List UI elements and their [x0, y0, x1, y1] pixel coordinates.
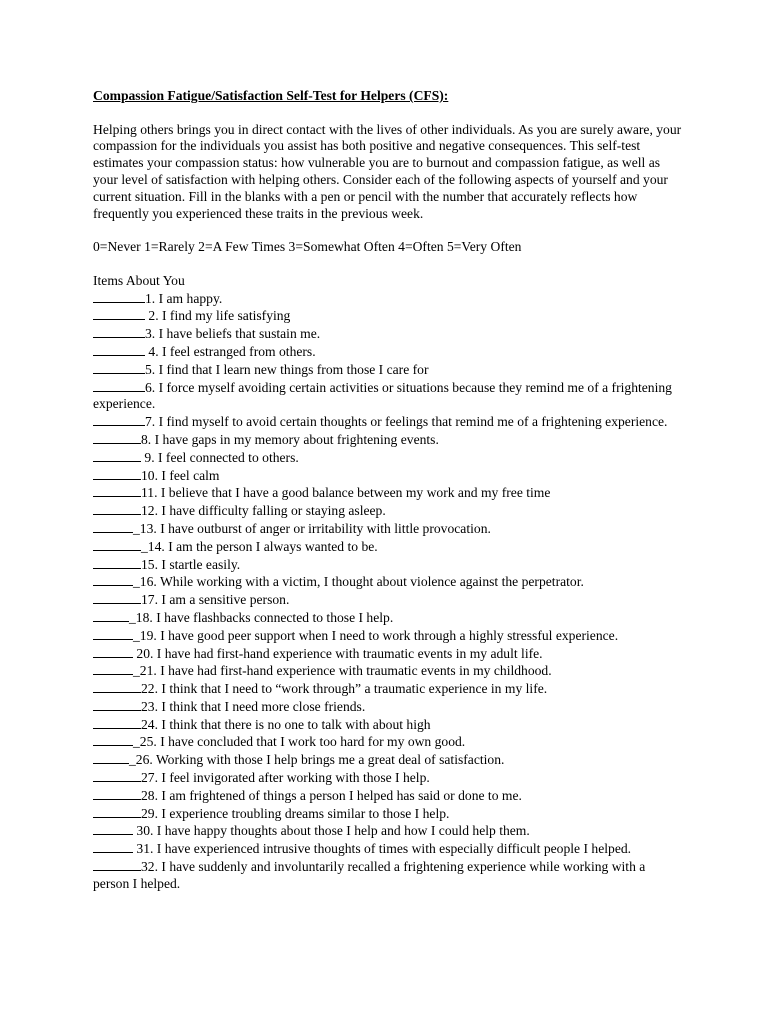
- question-item: [93, 716, 683, 734]
- document-body: [93, 88, 683, 893]
- question-item: [93, 609, 683, 627]
- question-item: [93, 805, 683, 823]
- question-text: 5. I find that I learn new things from those I care for: [145, 361, 429, 377]
- answer-blank[interactable]: [93, 467, 141, 480]
- answer-blank[interactable]: [93, 343, 145, 356]
- question-item: [93, 787, 683, 805]
- question-text: 31. I have experienced intrusive thoughts of times with especially difficult people I helped.: [133, 841, 632, 857]
- question-item: [93, 467, 683, 485]
- question-text: 22. I think that I need to “work through” a traumatic experience in my life.: [141, 681, 548, 697]
- question-text: _18. I have flashbacks connected to those I help.: [129, 609, 394, 625]
- question-text: _19. I have good peer support when I need to work through a highly stressful experience.: [133, 627, 619, 643]
- question-text: 7. I find myself to avoid certain thoughts or feelings that remind me of a frightening experience.: [145, 414, 668, 430]
- question-item: [93, 484, 683, 502]
- answer-blank[interactable]: [93, 805, 141, 818]
- answer-blank[interactable]: [93, 502, 141, 515]
- question-item: [93, 662, 683, 680]
- question-item: [93, 822, 683, 840]
- items-list: [93, 290, 683, 893]
- answer-blank[interactable]: [93, 379, 145, 392]
- answer-blank[interactable]: [93, 627, 133, 640]
- question-text: 30. I have happy thoughts about those I help and how I could help them.: [133, 823, 530, 839]
- intro-paragraph: Helping others brings you in direct contact with the lives of other individuals. As you are surely aware, your compassion for the individuals you assist has both positive and negative consequences. This self-test estimates your compassion status: how vulnerable you are to burnout and compassion fatigue, as well as your level of satisfaction with helping others. Consider each of the following aspects of yourself and your current situation. Fill in the blanks with a pen or pencil with the number that accurately reflects how frequently you experienced these traits in the previous week.: [93, 121, 682, 221]
- answer-blank[interactable]: [93, 573, 133, 586]
- question-item: [93, 698, 683, 716]
- question-item: [93, 858, 683, 893]
- question-text: 9. I feel connected to others.: [141, 449, 299, 465]
- question-text: 1. I am happy.: [145, 290, 223, 306]
- answer-blank[interactable]: [93, 716, 141, 729]
- answer-blank[interactable]: [93, 645, 133, 658]
- question-item: [93, 556, 683, 574]
- question-text: 17. I am a sensitive person.: [141, 592, 290, 608]
- question-text: 24. I think that there is no one to talk with about high: [141, 716, 431, 732]
- question-item: [93, 431, 683, 449]
- question-item: [93, 680, 683, 698]
- answer-blank[interactable]: [93, 751, 129, 764]
- answer-blank[interactable]: [93, 662, 133, 675]
- question-text: 32. I have suddenly and involuntarily recalled a frightening experience while working with a person I helped.: [93, 859, 646, 891]
- question-text: 28. I am frightened of things a person I helped has said or done to me.: [141, 787, 522, 803]
- question-text: 20. I have had first-hand experience with traumatic events in my adult life.: [133, 645, 543, 661]
- answer-blank[interactable]: [93, 787, 141, 800]
- question-text: 12. I have difficulty falling or staying asleep.: [141, 503, 386, 519]
- question-item: [93, 733, 683, 751]
- question-text: 11. I believe that I have a good balance between my work and my free time: [141, 485, 551, 501]
- answer-blank[interactable]: [93, 307, 145, 320]
- answer-blank[interactable]: [93, 556, 141, 569]
- question-text: _16. While working with a victim, I thought about violence against the perpetrator.: [133, 574, 584, 590]
- question-item: [93, 573, 683, 591]
- answer-blank[interactable]: [93, 858, 141, 871]
- answer-blank[interactable]: [93, 591, 141, 604]
- question-text: _26. Working with those I help brings me a great deal of satisfaction.: [129, 752, 505, 768]
- question-text: 27. I feel invigorated after working with those I help.: [141, 770, 430, 786]
- question-item: [93, 840, 683, 858]
- answer-blank[interactable]: [93, 538, 141, 551]
- question-text: 2. I find my life satisfying: [145, 308, 291, 324]
- question-item: [93, 343, 683, 361]
- question-text: _21. I have had first-hand experience with traumatic events in my childhood.: [133, 663, 552, 679]
- answer-blank[interactable]: [93, 413, 145, 426]
- question-item: [93, 520, 683, 538]
- answer-blank[interactable]: [93, 449, 141, 462]
- question-text: 23. I think that I need more close friends.: [141, 698, 366, 714]
- question-item: [93, 538, 683, 556]
- question-item: [93, 751, 683, 769]
- answer-blank[interactable]: [93, 840, 133, 853]
- answer-blank[interactable]: [93, 484, 141, 497]
- question-text: _25. I have concluded that I work too hard for my own good.: [133, 734, 466, 750]
- answer-blank[interactable]: [93, 325, 145, 338]
- answer-blank[interactable]: [93, 822, 133, 835]
- question-text: 29. I experience troubling dreams similar to those I help.: [141, 805, 450, 821]
- question-text: 10. I feel calm: [141, 467, 220, 483]
- question-text: 4. I feel estranged from others.: [145, 343, 316, 359]
- answer-blank[interactable]: [93, 361, 145, 374]
- answer-blank[interactable]: [93, 680, 141, 693]
- question-text: _14. I am the person I always wanted to be.: [141, 538, 378, 554]
- answer-blank[interactable]: [93, 290, 145, 303]
- document-title: Compassion Fatigue/Satisfaction Self-Test for Helpers (CFS):: [93, 88, 449, 103]
- question-item: [93, 290, 683, 308]
- question-item: [93, 449, 683, 467]
- answer-blank[interactable]: [93, 769, 141, 782]
- question-item: [93, 502, 683, 520]
- answer-blank[interactable]: [93, 431, 141, 444]
- answer-blank[interactable]: [93, 609, 129, 622]
- answer-blank[interactable]: [93, 733, 133, 746]
- answer-blank[interactable]: [93, 698, 141, 711]
- question-item: [93, 379, 683, 414]
- question-item: [93, 413, 683, 431]
- question-text: 6. I force myself avoiding certain activities or situations because they remind me of a frightening experience.: [93, 379, 672, 412]
- question-text: 15. I startle easily.: [141, 556, 241, 572]
- question-text: _13. I have outburst of anger or irritability with little provocation.: [133, 520, 491, 536]
- question-text: 3. I have beliefs that sustain me.: [145, 326, 321, 342]
- question-item: [93, 361, 683, 379]
- question-item: [93, 645, 683, 663]
- rating-scale: 0=Never 1=Rarely 2=A Few Times 3=Somewhat Often 4=Often 5=Very Often: [93, 239, 522, 255]
- question-item: [93, 769, 683, 787]
- question-item: [93, 325, 683, 343]
- question-item: [93, 591, 683, 609]
- answer-blank[interactable]: [93, 520, 133, 533]
- items-heading: Items About You: [93, 272, 185, 288]
- question-item: [93, 627, 683, 645]
- question-item: [93, 307, 683, 325]
- question-text: 8. I have gaps in my memory about frightening events.: [141, 431, 439, 447]
